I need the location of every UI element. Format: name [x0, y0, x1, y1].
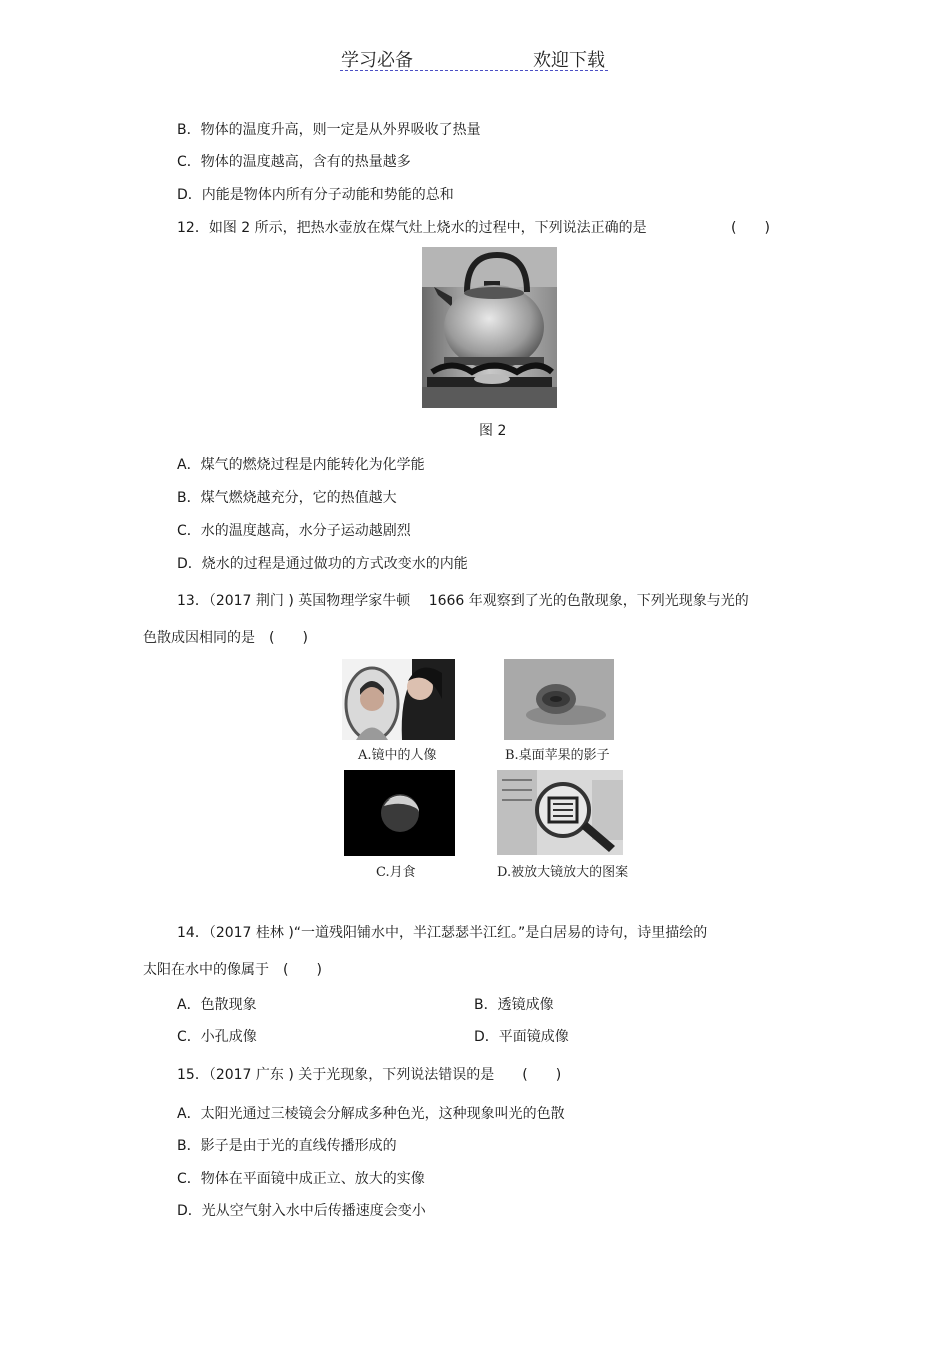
q15-option-c: C．物体在平面镜中成正立、放大的实像 [177, 1171, 425, 1187]
figure-2-caption: 图 2 [479, 423, 507, 439]
q15-option-d: D．光从空气射入水中后传播速度会变小 [177, 1203, 426, 1219]
magnifier-photo [497, 770, 623, 855]
q12-stem: 12．如图 2 所示，把热水壶放在煤气灶上烧水的过程中，下列说法正确的是 [177, 220, 647, 236]
q14-stem-line1: 14．（2017 桂林 )“一道残阳铺水中，半江瑟瑟半江红。”是白居易的诗句，诗里描绘的 [177, 925, 708, 941]
apple-shadow-photo [504, 659, 614, 740]
q14-option-b: B．透镜成像 [474, 997, 554, 1013]
q12-option-d: D．烧水的过程是通过做功的方式改变水的内能 [177, 556, 468, 572]
q13-stem-line1: 13．（2017 荆门 ) 英国物理学家牛顿 1666 年观察到了光的色散现象，下列光现象与光的 [177, 593, 749, 609]
caption-c-eclipse: C.月食 [376, 865, 416, 880]
lunar-eclipse-photo [344, 770, 455, 856]
q11-option-b: B．物体的温度升高，则一定是从外界吸收了热量 [177, 122, 481, 138]
kettle-photo [422, 247, 557, 408]
q11-option-c: C．物体的温度越高，含有的热量越多 [177, 154, 411, 170]
q14-option-c: C．小孔成像 [177, 1029, 257, 1045]
q14-option-a: A．色散现象 [177, 997, 257, 1013]
caption-b-apple-shadow: B.桌面苹果的影子 [505, 748, 610, 763]
q11-option-d: D．内能是物体内所有分子动能和势能的总和 [177, 187, 454, 203]
q13-stem-line2: 色散成因相同的是 ( ) [143, 630, 308, 646]
q15-option-b: B．影子是由于光的直线传播形成的 [177, 1138, 397, 1154]
q12-answer-paren: ( ) [731, 220, 770, 236]
q15-option-a: A．太阳光通过三棱镜会分解成多种色光，这种现象叫光的色散 [177, 1106, 565, 1122]
header-right-text: 欢迎下载 [533, 50, 605, 71]
q12-option-b: B．煤气燃烧越充分，它的热值越大 [177, 490, 397, 506]
header-left-text: 学习必备 [341, 50, 413, 71]
q12-option-c: C．水的温度越高，水分子运动越剧烈 [177, 523, 411, 539]
caption-a-mirror: A.镜中的人像 [358, 748, 437, 763]
q12-option-a: A．煤气的燃烧过程是内能转化为化学能 [177, 457, 425, 473]
mirror-portrait-photo [342, 659, 455, 740]
q14-stem-line2: 太阳在水中的像属于 ( ) [143, 962, 322, 978]
header-underline [340, 70, 608, 71]
caption-d-magnifier: D.被放大镜放大的图案 [497, 865, 629, 880]
q15-stem: 15．（2017 广东 ) 关于光现象，下列说法错误的是 ( ) [177, 1067, 562, 1083]
q14-option-d: D．平面镜成像 [474, 1029, 569, 1045]
